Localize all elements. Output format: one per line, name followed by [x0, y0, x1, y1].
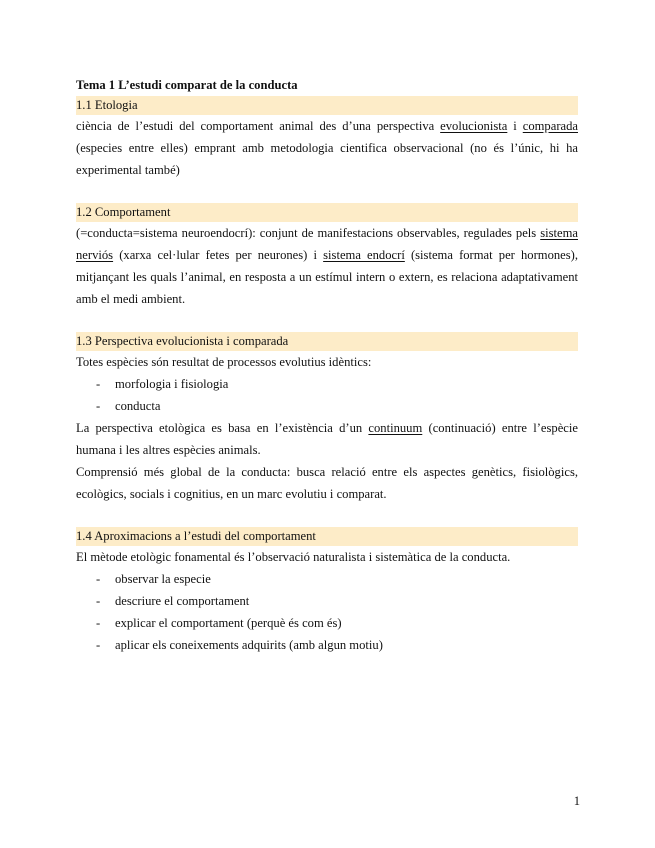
text-run: (=conducta=sistema neuroendocrí): conjunt de manifestacions observables, regulades pels [76, 226, 541, 240]
bullet-list-1-3 [76, 373, 578, 417]
paragraph-etologia [76, 115, 578, 181]
underlined-term-comparada: comparada [522, 119, 578, 133]
text-run: ciència de l’estudi del comportament animal des d’una perspectiva [76, 119, 441, 133]
spacer [76, 505, 578, 527]
list-item: - explicar el comportament (perquè és com és) [76, 612, 578, 634]
section-heading-1-1: 1.1 Etologia [76, 96, 578, 115]
underlined-term-sistema-endocri: sistema endocrí [323, 248, 405, 262]
section-heading-1-3: 1.3 Perspectiva evolucionista i comparada [76, 332, 578, 351]
page-number: 1 [573, 794, 580, 808]
bullet-list-1-4 [76, 568, 578, 656]
list-item: - descriure el comportament [76, 590, 578, 612]
underlined-term-evolucionista: evolucionista [440, 119, 508, 133]
text-run: (xarxa cel·lular fetes per neurones) i [113, 248, 324, 262]
text-run: La perspectiva etològica es basa en l’existència d’un [76, 421, 369, 435]
list-item: - morfologia i fisiologia [76, 373, 578, 395]
spacer [76, 181, 578, 203]
spacer [76, 310, 578, 332]
text-run: (continuació) entre l’espècie humana i les altres espècies animals. [76, 421, 578, 457]
text-run: (sistema format per hormones), mitjançant les quals l’animal, en resposta a un estímul intern o extern, es relaciona adaptativament amb el medi ambient. [76, 248, 578, 306]
underlined-term-sistema-nervios: sistema nerviós [76, 226, 578, 262]
section-heading-1-2: 1.2 Comportament [76, 203, 578, 222]
paragraph-especies: Totes espècies són resultat de processos evolutius idèntics: [76, 355, 372, 369]
text-run: i [507, 119, 523, 133]
document-title: Tema 1 L’estudi comparat de la conducta [76, 78, 298, 92]
paragraph-metode: El mètode etològic fonamental és l’observació naturalista i sistemàtica de la conducta. [76, 550, 511, 564]
paragraph-comportament [76, 222, 578, 310]
list-item: - aplicar els coneixements adquirits (amb algun motiu) [76, 634, 578, 656]
section-heading-1-4: 1.4 Aproximacions a l’estudi del comportament [76, 527, 578, 546]
text-run: (especies entre elles) emprant amb metodologia cientifica observacional (no és l’únic, hi ha experimental també) [76, 141, 578, 177]
paragraph-continuum [76, 417, 578, 461]
paragraph-comprensio: Comprensió més global de la conducta: busca relació entre els aspectes genètics, fisiològics, ecològics, socials i cognitius, en un marc evolutiu i comparat. [76, 465, 578, 501]
document-page [76, 74, 578, 656]
underlined-term-continuum: continuum [368, 421, 423, 435]
list-item: - conducta [76, 395, 578, 417]
list-item: - observar la especie [76, 568, 578, 590]
